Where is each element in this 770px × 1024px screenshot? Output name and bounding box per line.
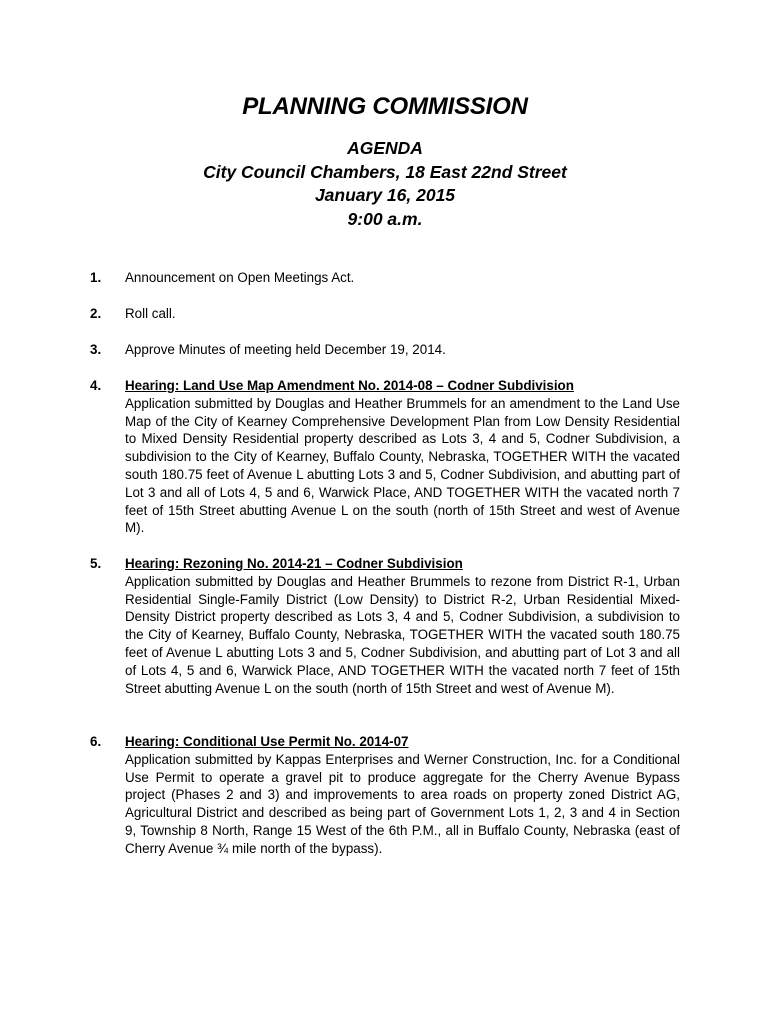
- agenda-item-5: [90, 555, 680, 697]
- meeting-date: January 16, 2015: [314, 185, 456, 205]
- agenda-item-1: [90, 269, 680, 287]
- agenda-item-3: [90, 341, 680, 359]
- item-text: Approve Minutes of meeting held December 19, 2014.: [125, 342, 446, 357]
- item-heading: Hearing: Conditional Use Permit No. 2014-07: [125, 734, 409, 749]
- item-heading: Hearing: Rezoning No. 2014-21 – Codner Subdivision: [125, 556, 463, 571]
- meeting-time: 9:00 a.m.: [347, 208, 423, 229]
- agenda-header: [0, 137, 770, 231]
- item-number: 2.: [90, 306, 102, 321]
- meeting-location: City Council Chambers, 18 East 22nd Street: [203, 161, 567, 182]
- item-number: 3.: [90, 342, 102, 357]
- agenda-label: AGENDA: [347, 138, 423, 158]
- page-title: PLANNING COMMISSION: [242, 93, 528, 120]
- item-heading: Hearing: Land Use Map Amendment No. 2014-08 – Codner Subdivision: [125, 378, 574, 393]
- item-number: 6.: [90, 734, 102, 749]
- item-number: 5.: [90, 556, 102, 571]
- item-text: Announcement on Open Meetings Act.: [125, 270, 355, 285]
- item-body: Application submitted by Kappas Enterprises and Werner Construction, Inc. for a Conditional Use Permit to operate a gravel pit to produce aggregate for the Cherry Avenue Bypass project (Phases 2 and 3) and improvements to area roads on property zoned District AG, Agricultural District and described as being part of Government Lots 1, 2, 3 and 4 in Section 9, Township 8 North, Range 15 West of the 6th P.M., all in Buffalo County, Nebraska (east of Cherry Avenue ¾ mile north of the bypass).: [125, 751, 680, 856]
- item-text: Roll call.: [125, 306, 176, 321]
- item-number: 4.: [90, 378, 102, 393]
- agenda-item-4: [90, 377, 680, 537]
- item-number: 1.: [90, 270, 102, 285]
- item-body: Application submitted by Douglas and Heather Brummels for an amendment to the Land Use Map of the City of Kearney Comprehensive Development Plan from Low Density Residential to Mixed Density Residential property described as Lots 3, 4 and 5, Codner Subdivision, a subdivision to the City of Kearney, Buffalo County, Nebraska, TOGETHER WITH the vacated south 180.75 feet of Avenue L abutting Lots 3 and 5, Codner Subdivision, and abutting part of Lot 3 and all of Lots 4, 5 and 6, Warwick Place, AND TOGETHER WITH the vacated north 7 feet of 15th Street abutting Avenue L on the south (north of 15th Street and west of Avenue M).: [125, 395, 680, 536]
- agenda-item-6: [90, 733, 680, 858]
- item-body: Application submitted by Douglas and Heather Brummels to rezone from District R-1, Urban Residential Single-Family District (Low Density) to District R-2, Urban Residential Mixed-Density District property described as Lots 3, 4 and 5, Codner Subdivision, a subdivision to the City of Kearney, Buffalo County, Nebraska, TOGETHER WITH the vacated south 180.75 feet of Avenue L abutting Lots 3 and 5, Codner Subdivision, and abutting part of Lot 3 and all of Lots 4, 5 and 6, Warwick Place, AND TOGETHER WITH the vacated north 7 feet of 15th Street abutting Avenue L on the south (north of 15th Street and west of Avenue M).: [125, 573, 680, 696]
- agenda-item-2: [90, 305, 680, 323]
